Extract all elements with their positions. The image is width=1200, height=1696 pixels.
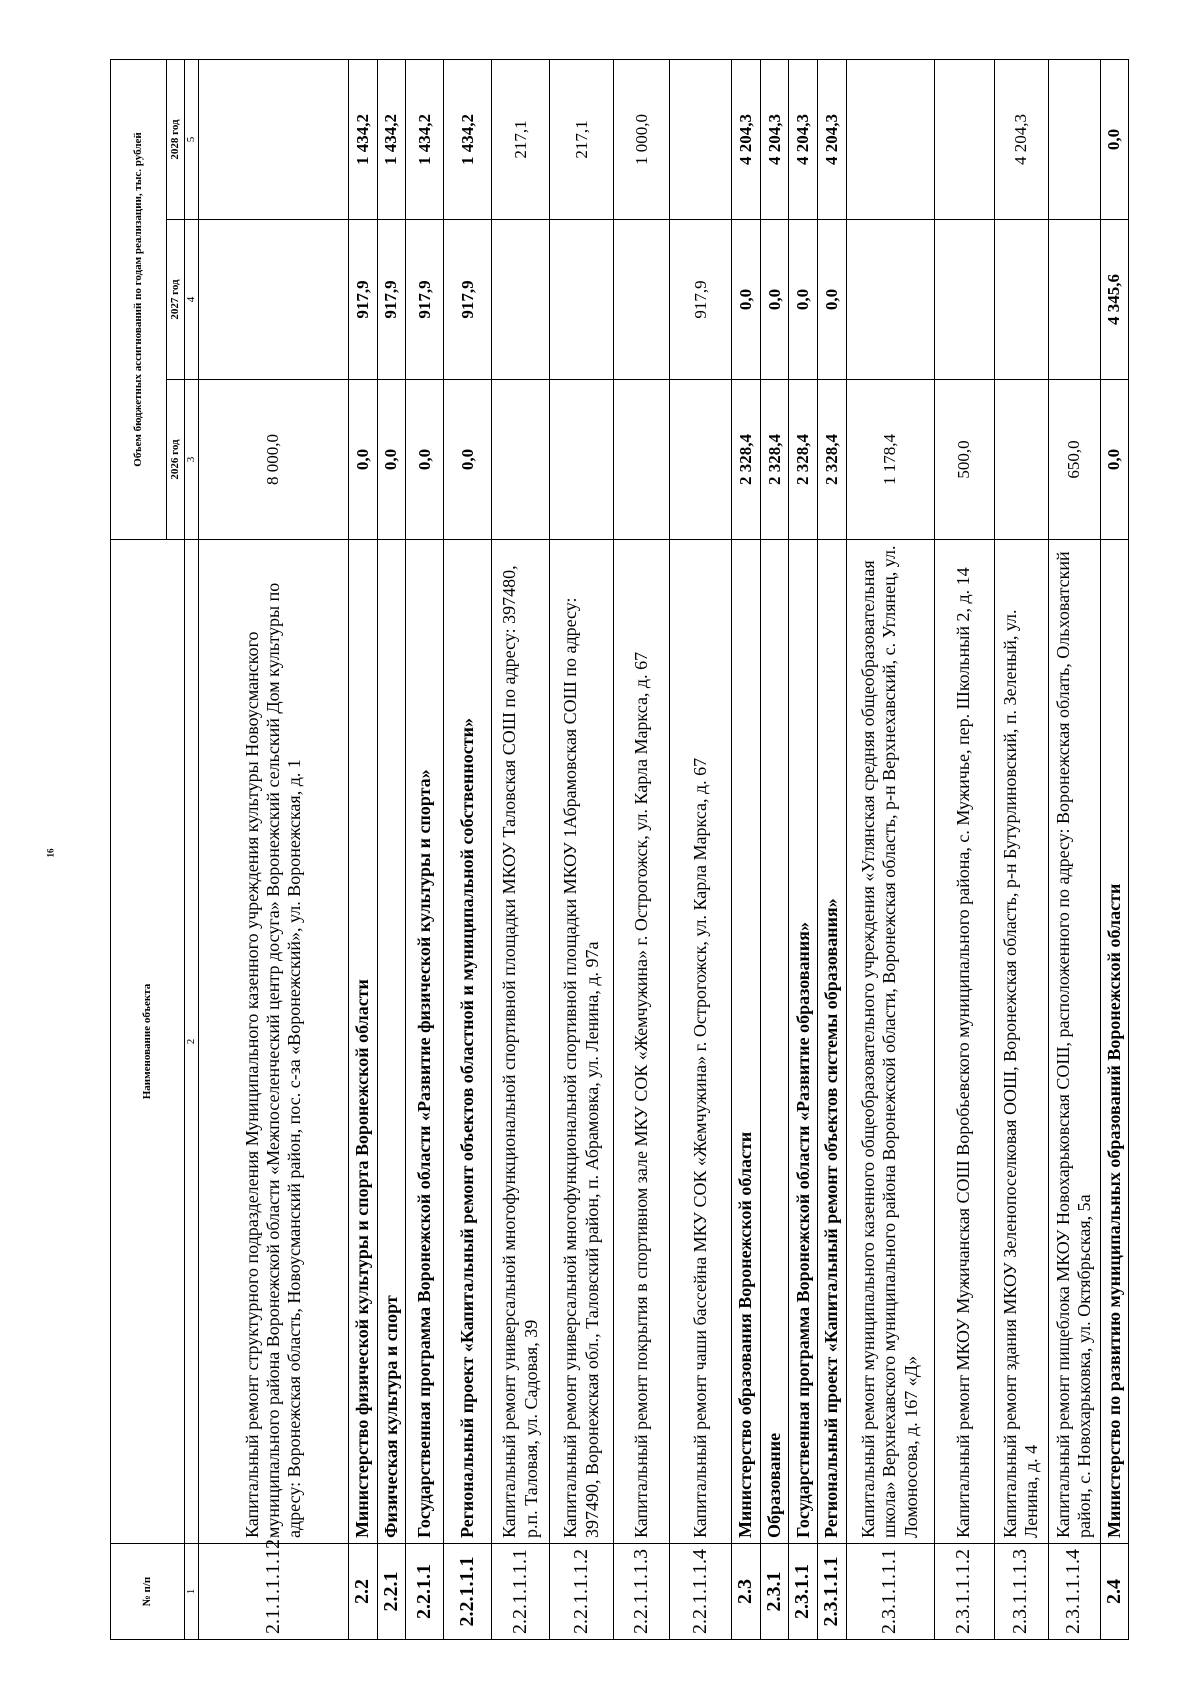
row-name: Региональный проект «Капитальный ремонт объектов системы образования» xyxy=(817,540,846,1544)
value-2028 xyxy=(934,59,994,219)
row-name: Капитальный ремонт универсальной многофункциональной спортивной площадки МКОУ Таловская СОШ по адресу: 397480, р.п. Таловая, ул. Садовая, 39 xyxy=(492,540,550,1544)
table-row xyxy=(789,59,818,1639)
table-row xyxy=(406,59,444,1639)
value-2027 xyxy=(199,220,349,380)
column-index: 1 xyxy=(185,1544,199,1640)
value-2028: 1 434,2 xyxy=(444,59,492,219)
row-name: Образование xyxy=(760,540,789,1544)
row-name: Физическая культура и спорт xyxy=(377,540,406,1544)
row-name: Капитальный ремонт МКОУ Мужичанская СОШ Воробьевского муниципального района, с. Мужичье, пер. Школьный 2, д. 14 xyxy=(934,540,994,1544)
row-number: 2.3.1.1.1.1 xyxy=(846,1544,934,1640)
value-2028: 4 204,3 xyxy=(732,59,761,219)
value-2026: 8 000,0 xyxy=(199,380,349,540)
value-2027: 917,9 xyxy=(349,220,378,380)
value-2027: 0,0 xyxy=(760,220,789,380)
value-2026: 650,0 xyxy=(1048,380,1100,540)
table-row xyxy=(1048,59,1100,1639)
value-2028: 0,0 xyxy=(1100,59,1129,219)
value-2026: 2 328,4 xyxy=(817,380,846,540)
row-name: Государственная программа Воронежской области «Развитие образования» xyxy=(789,540,818,1544)
value-2026: 2 328,4 xyxy=(760,380,789,540)
value-2027: 917,9 xyxy=(406,220,444,380)
value-2028: 4 204,3 xyxy=(789,59,818,219)
row-number: 2.3 xyxy=(732,1544,761,1640)
row-number: 2.3.1.1.1.4 xyxy=(1048,1544,1100,1640)
value-2028: 4 204,3 xyxy=(760,59,789,219)
column-index: 2 xyxy=(185,540,199,1544)
row-number: 2.2.1.1.1 xyxy=(444,1544,492,1640)
value-2026: 0,0 xyxy=(377,380,406,540)
table-row xyxy=(444,59,492,1639)
row-number: 2.2.1.1 xyxy=(406,1544,444,1640)
value-2026: 0,0 xyxy=(444,380,492,540)
row-number: 2.2.1.1.1.3 xyxy=(614,1544,670,1640)
value-2028: 4 204,3 xyxy=(817,59,846,219)
row-name: Министерство по развитию муниципальных образований Воронежской области xyxy=(1100,540,1129,1544)
row-name: Министерство образования Воронежской области xyxy=(732,540,761,1544)
table-row xyxy=(1100,59,1129,1639)
row-name: Капитальный ремонт здания МКОУ Зеленопоселковая ООШ, Воронежская область, р-н Бутурлиновский, п. Зеленый, ул. Ленина, д. 4 xyxy=(994,540,1048,1544)
value-2027: 917,9 xyxy=(670,220,732,380)
value-2028: 217,1 xyxy=(550,59,614,219)
value-2028 xyxy=(199,59,349,219)
row-name: Капитальный ремонт чаши бассейна МКУ СОК «Жемчужина» г. Острогожск, ул. Карла Маркса, д. 67 xyxy=(670,540,732,1544)
row-number: 2.4 xyxy=(1100,1544,1129,1640)
value-2028: 1 434,2 xyxy=(349,59,378,219)
value-2028: 4 204,3 xyxy=(994,59,1048,219)
table-row xyxy=(550,59,614,1639)
value-2026 xyxy=(670,380,732,540)
value-2028 xyxy=(670,59,732,219)
value-2028: 1 434,2 xyxy=(406,59,444,219)
value-2028 xyxy=(846,59,934,219)
value-2026: 2 328,4 xyxy=(732,380,761,540)
value-2026 xyxy=(994,380,1048,540)
value-2028: 1 000,0 xyxy=(614,59,670,219)
value-2027: 0,0 xyxy=(817,220,846,380)
page-number: 16 xyxy=(45,848,56,858)
value-2027 xyxy=(994,220,1048,380)
table-row xyxy=(846,59,934,1639)
value-2026: 500,0 xyxy=(934,380,994,540)
row-number: 2.3.1 xyxy=(760,1544,789,1640)
value-2027 xyxy=(550,220,614,380)
value-2026: 0,0 xyxy=(1100,380,1129,540)
row-number: 2.2.1.1.1.1 xyxy=(492,1544,550,1640)
value-2027 xyxy=(614,220,670,380)
row-name: Региональный проект «Капитальный ремонт объектов областной и муниципальной собственности» xyxy=(444,540,492,1544)
value-2027: 4 345,6 xyxy=(1100,220,1129,380)
row-number: 2.2 xyxy=(349,1544,378,1640)
value-2028: 217,1 xyxy=(492,59,550,219)
value-2027 xyxy=(846,220,934,380)
header-year-2027: 2027 год xyxy=(167,220,185,380)
table-row xyxy=(377,59,406,1639)
header-year-2028: 2028 год xyxy=(167,59,185,219)
row-number: 2.1.1.1.1.12 xyxy=(199,1544,349,1640)
value-2027 xyxy=(1048,220,1100,380)
table-row xyxy=(760,59,789,1639)
header-year-2026: 2026 год xyxy=(167,380,185,540)
header-name: Наименование объекта xyxy=(111,540,185,1544)
table-row xyxy=(492,59,550,1639)
table-row xyxy=(670,59,732,1639)
column-index: 3 xyxy=(185,380,199,540)
row-name: Министерство физической культуры и спорта Воронежской области xyxy=(349,540,378,1544)
row-number: 2.3.1.1 xyxy=(789,1544,818,1640)
value-2026: 1 178,4 xyxy=(846,380,934,540)
value-2027 xyxy=(934,220,994,380)
row-name: Государственная программа Воронежской области «Развитие физической культуры и спорта» xyxy=(406,540,444,1544)
budget-table xyxy=(110,59,1129,1640)
table-row xyxy=(349,59,378,1639)
row-number: 2.3.1.1.1.3 xyxy=(994,1544,1048,1640)
row-number: 2.3.1.1.1.2 xyxy=(934,1544,994,1640)
table-body xyxy=(199,59,1129,1639)
value-2026 xyxy=(550,380,614,540)
value-2027: 0,0 xyxy=(732,220,761,380)
row-name: Капитальный ремонт структурного подразделения Муниципального казенного учреждения культуры Новоусманского муниципального района Воронежской области «Межпоселенческий центр досуга» Воронежский сельский Дом культуры по адресу: Воронежская область, Новоусманский район, пос. с-за «Воронежский», ул. Воронежская, д. 1 xyxy=(199,540,349,1544)
row-number: 2.2.1.1.1.4 xyxy=(670,1544,732,1640)
budget-table-sheet xyxy=(110,60,1125,1640)
column-index: 4 xyxy=(185,220,199,380)
row-number: 2.2.1.1.1.2 xyxy=(550,1544,614,1640)
value-2026: 0,0 xyxy=(406,380,444,540)
row-number: 2.2.1 xyxy=(377,1544,406,1640)
table-row xyxy=(934,59,994,1639)
value-2027 xyxy=(492,220,550,380)
row-number: 2.3.1.1.1 xyxy=(817,1544,846,1640)
table-row xyxy=(614,59,670,1639)
row-name: Капитальный ремонт покрытия в спортивном зале МКУ СОК «Жемчужина» г. Острогожск, ул. Карла Маркса, д. 67 xyxy=(614,540,670,1544)
table-row xyxy=(199,59,349,1639)
value-2026 xyxy=(614,380,670,540)
value-2028 xyxy=(1048,59,1100,219)
value-2028: 1 434,2 xyxy=(377,59,406,219)
header-budget: Объем бюджетных ассигнований по годам реализации, тыс. рублей xyxy=(111,59,167,539)
row-name: Капитальный ремонт универсальной многофункциональной спортивной площадки МКОУ 1Абрамовская СОШ по адресу: 397490, Воронежская обл., Таловский район, п. Абрамовка, ул. Ленина, д. 97а xyxy=(550,540,614,1544)
header-number: № п/п xyxy=(111,1544,185,1640)
row-name: Капитальный ремонт муниципального казенного общеобразовательного учреждения «Углянская средняя общеобразовательная школа» Верхнехавского муниципального района Воронежской области, Воронежская область, р-н Верхнехавский, с. Углянец, ул. Ломоносова, д. 167 «Д» xyxy=(846,540,934,1544)
table-row xyxy=(817,59,846,1639)
value-2026 xyxy=(492,380,550,540)
table-row xyxy=(732,59,761,1639)
table-row xyxy=(994,59,1048,1639)
value-2027: 917,9 xyxy=(377,220,406,380)
value-2026: 0,0 xyxy=(349,380,378,540)
value-2027: 0,0 xyxy=(789,220,818,380)
value-2026: 2 328,4 xyxy=(789,380,818,540)
value-2027: 917,9 xyxy=(444,220,492,380)
column-index: 5 xyxy=(185,59,199,219)
row-name: Капитальный ремонт пищеблока МКОУ Новохарьковская СОШ, расположенного по адресу: Воронежская облать, Ольховатский район, с. Новохарьковка, ул. Октябрьская, 5а xyxy=(1048,540,1100,1544)
